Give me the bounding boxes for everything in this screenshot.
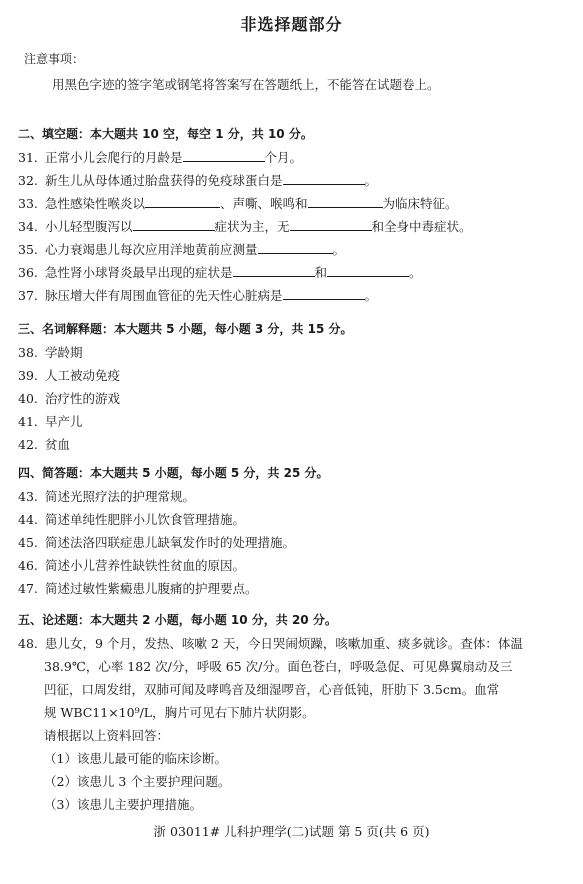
question-number: 36.: [18, 265, 38, 280]
page-title: 非选择题部分: [240, 15, 343, 34]
question-text: 小儿轻型腹泻以: [45, 219, 133, 234]
question-45: [18, 533, 295, 551]
section-4-heading: 四、简答题：本大题共 5 小题，每小题 5 分，共 25 分。: [18, 466, 329, 480]
question-number: 43.: [18, 489, 38, 504]
question-42: [18, 435, 70, 453]
answer-blank: [327, 264, 409, 277]
answer-blank: [308, 195, 383, 208]
question-31: [18, 148, 302, 166]
question-text: 简述小儿营养性缺铁性贫血的原因。: [45, 558, 246, 573]
question-text: 简述过敏性紫癜患儿腹痛的护理要点。: [45, 581, 258, 596]
question-number: 32.: [18, 173, 38, 188]
question-44: [18, 510, 245, 528]
case-text-line: 凹征，口周发绀，双肺可闻及哮鸣音及细湿啰音，心音低钝，肝肋下 3.5cm。血常: [44, 682, 500, 697]
question-text: 早产儿: [45, 414, 83, 429]
question-text: 为临床特征。: [382, 196, 458, 211]
question-text: 治疗性的游戏: [45, 391, 121, 406]
sub-question-1: （1）该患儿最可能的临床诊断。: [44, 751, 227, 766]
question-text: 急性感染性喉炎以: [45, 196, 146, 211]
question-number: 35.: [18, 242, 38, 257]
question-text: 和: [314, 265, 328, 280]
question-number: 31.: [18, 150, 38, 165]
question-number: 33.: [18, 196, 38, 211]
question-37: [18, 286, 377, 304]
sub-question-3: （3）该患儿主要护理措施。: [44, 797, 202, 812]
sub-question-2: （2）该患儿 3 个主要护理问题。: [44, 774, 231, 789]
question-text: 简述法洛四联症患儿缺氧发作时的处理措施。: [45, 535, 296, 550]
question-text: 。: [364, 288, 378, 303]
question-text: 正常小儿会爬行的月龄是: [45, 150, 183, 165]
question-46: [18, 556, 245, 574]
case-text-line: 规 WBC11×10⁹/L，胸片可见右下肺片状阴影。: [44, 705, 315, 720]
question-text: 症状为主，无: [214, 219, 290, 234]
question-number: 45.: [18, 535, 38, 550]
question-number: 37.: [18, 288, 38, 303]
question-43: [18, 487, 195, 505]
answer-blank: [283, 172, 365, 185]
answer-blank: [145, 195, 220, 208]
answer-blank: [258, 241, 333, 254]
question-38: [18, 343, 83, 361]
question-35: [18, 240, 345, 258]
answer-blank: [283, 287, 365, 300]
question-text: 学龄期: [45, 345, 83, 360]
question-text: 人工被动免疫: [45, 368, 121, 383]
question-text: 贫血: [45, 437, 71, 452]
notice-body: 用黑色字迹的签字笔或钢笔将答案写在答题纸上，不能答在试题卷上。: [52, 77, 440, 92]
notice-heading: 注意事项：: [24, 52, 85, 66]
question-41: [18, 412, 83, 430]
question-text: 和全身中毒症状。: [371, 219, 472, 234]
question-number: 40.: [18, 391, 38, 406]
question-number: 44.: [18, 512, 38, 527]
case-prompt: 请根据以上资料回答：: [44, 728, 170, 743]
question-number: 39.: [18, 368, 38, 383]
question-number: 46.: [18, 558, 38, 573]
page-footer: 浙 03011# 儿科护理学(二)试题 第 5 页(共 6 页): [153, 824, 430, 839]
question-text: 、声嘶、喉鸣和: [220, 196, 308, 211]
question-34: [18, 217, 472, 235]
question-number: 38.: [18, 345, 38, 360]
question-48: [18, 634, 523, 652]
question-32: [18, 171, 377, 189]
question-number: 34.: [18, 219, 38, 234]
question-number: 48.: [18, 636, 38, 651]
question-40: [18, 389, 120, 407]
question-text: 。: [409, 265, 422, 280]
section-5-heading: 五、论述题：本大题共 2 小题，每小题 10 分，共 20 分。: [18, 613, 337, 627]
question-text: 心力衰竭患儿每次应用洋地黄前应测量: [45, 242, 258, 257]
question-36: [18, 263, 422, 281]
question-text: 简述单纯性肥胖小儿饮食管理措施。: [45, 512, 246, 527]
question-number: 41.: [18, 414, 38, 429]
section-2-heading: 二、填空题：本大题共 10 空，每空 1 分，共 10 分。: [18, 127, 313, 141]
question-number: 47.: [18, 581, 38, 596]
answer-blank: [133, 218, 215, 231]
question-text: 脉压增大伴有周围血管征的先天性心脏病是: [45, 288, 283, 303]
question-text: 新生儿从母体通过胎盘获得的免疫球蛋白是: [45, 173, 283, 188]
answer-blank: [233, 264, 315, 277]
question-text: 。: [332, 242, 346, 257]
question-text: 急性肾小球肾炎最早出现的症状是: [45, 265, 233, 280]
case-text-line: 38.9℃，心率 182 次/分，呼吸 65 次/分。面色苍白，呼吸急促、可见鼻翼扇动及三: [44, 659, 513, 674]
case-text-line: 患儿女，9 个月，发热、咳嗽 2 天，今日哭闹烦躁，咳嗽加重、痰多就诊。查体：体温: [45, 636, 523, 651]
answer-blank: [183, 149, 265, 162]
question-text: 简述光照疗法的护理常规。: [45, 489, 196, 504]
question-33: [18, 194, 458, 212]
question-number: 42.: [18, 437, 38, 452]
question-text: 个月。: [264, 150, 303, 165]
section-3-heading: 三、名词解释题：本大题共 5 小题，每小题 3 分，共 15 分。: [18, 322, 353, 336]
answer-blank: [290, 218, 372, 231]
question-39: [18, 366, 120, 384]
question-47: [18, 579, 258, 597]
question-text: 。: [364, 173, 378, 188]
